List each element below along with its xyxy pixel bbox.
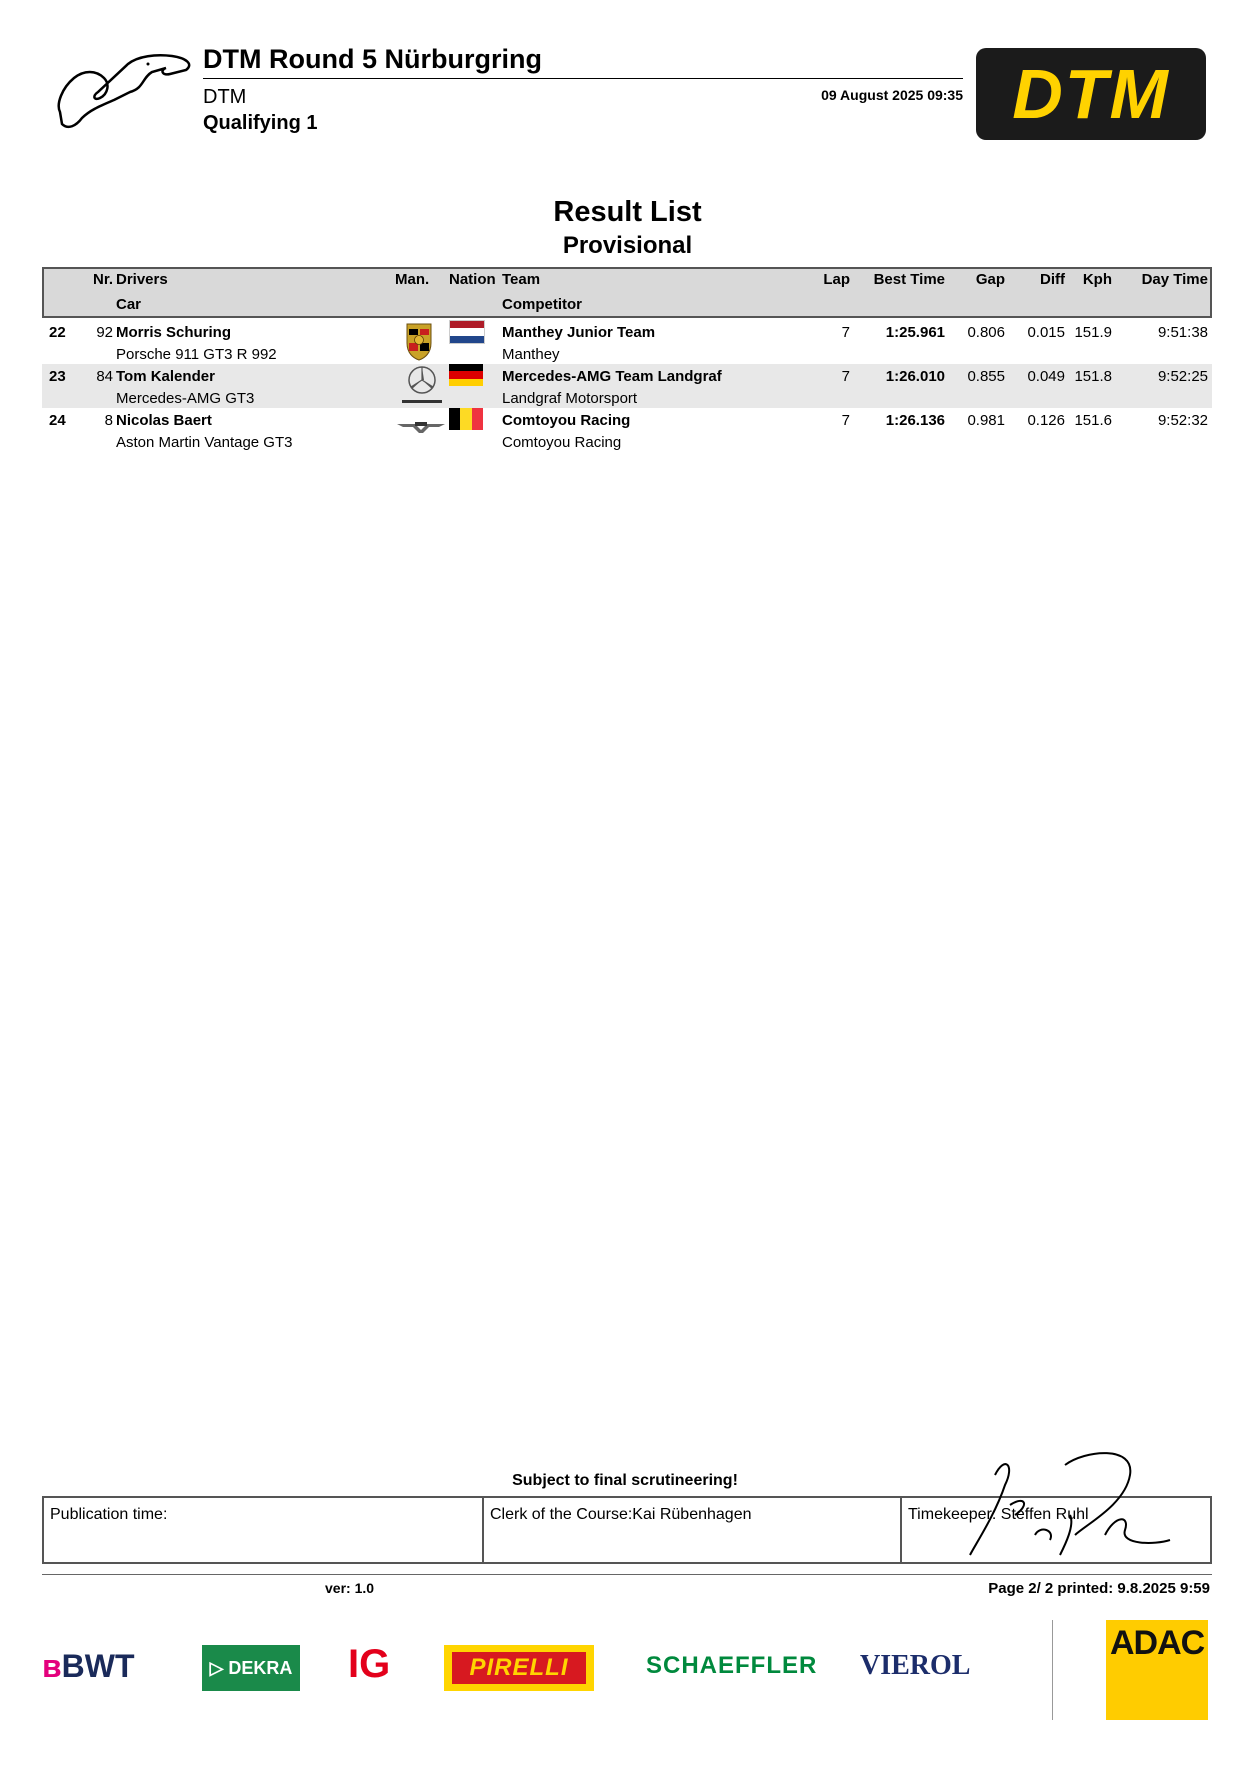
row-driver: Tom Kalender bbox=[116, 368, 215, 385]
sponsor-vierol-logo bbox=[860, 1650, 970, 1682]
col-header-diff: Diff bbox=[1040, 271, 1065, 288]
sponsor-schaeffler-text: SCHAEFFLER bbox=[646, 1652, 818, 1679]
report-datetime: 09 August 2025 09:35 bbox=[821, 87, 963, 103]
row-day-time: 9:52:25 bbox=[1157, 368, 1208, 385]
row-day-time: 9:52:32 bbox=[1157, 412, 1208, 429]
col-header-lap: Lap bbox=[823, 271, 850, 288]
col-header-gap: Gap bbox=[975, 271, 1005, 288]
flag-germany-icon bbox=[449, 364, 483, 386]
row-gap: 0.981 bbox=[967, 412, 1005, 429]
col-header-drivers: Drivers bbox=[116, 271, 168, 288]
row-laps: 7 bbox=[841, 368, 850, 385]
row-team: Manthey Junior Team bbox=[502, 324, 656, 341]
sponsor-vierol-text: VIEROL bbox=[860, 1650, 971, 1681]
flag-belgium-icon bbox=[449, 408, 483, 430]
sponsor-dekra-text: DEKRA bbox=[228, 1658, 293, 1678]
row-laps: 7 bbox=[841, 324, 850, 341]
row-team: Mercedes-AMG Team Landgraf bbox=[502, 368, 722, 385]
sponsor-adac-logo bbox=[1106, 1620, 1208, 1720]
dekra-arrow-icon: ▷ bbox=[209, 1658, 224, 1678]
row-driver: Nicolas Baert bbox=[116, 412, 212, 429]
row-day-time: 9:51:38 bbox=[1157, 324, 1208, 341]
row-car-number: 8 bbox=[104, 412, 113, 429]
row-kph: 151.8 bbox=[1074, 368, 1112, 385]
row-gap: 0.806 bbox=[967, 324, 1005, 341]
row-competitor: Comtoyou Racing bbox=[502, 434, 622, 451]
col-header-competitor: Competitor bbox=[502, 296, 582, 313]
row-laps: 7 bbox=[841, 412, 850, 429]
clerk-cell bbox=[484, 1498, 902, 1562]
sponsor-bwt-text: BWT bbox=[61, 1648, 135, 1684]
publication-time-label: Publication time: bbox=[50, 1506, 168, 1523]
flag-netherlands-icon bbox=[449, 320, 485, 344]
sponsor-schaeffler-logo bbox=[646, 1652, 817, 1680]
timekeeper-signature bbox=[955, 1445, 1185, 1565]
row-best-time: 1:26.010 bbox=[885, 368, 945, 385]
row-team: Comtoyou Racing bbox=[502, 412, 631, 429]
sponsor-pirelli-logo bbox=[444, 1645, 594, 1691]
document-title: Result List bbox=[553, 196, 702, 228]
publication-time-cell bbox=[44, 1498, 484, 1562]
col-header-day-time: Day Time bbox=[1141, 271, 1208, 288]
sponsor-ig-logo bbox=[348, 1642, 390, 1687]
col-header-team: Team bbox=[502, 271, 541, 288]
series-name: DTM bbox=[203, 86, 247, 108]
porsche-crest-icon bbox=[405, 321, 433, 361]
row-competitor: Manthey bbox=[502, 346, 560, 363]
bwt-mark-icon: ʙ bbox=[42, 1648, 62, 1684]
row-driver: Morris Schuring bbox=[116, 324, 232, 341]
document-status: Provisional bbox=[562, 232, 693, 259]
aston-martin-wings-icon bbox=[395, 418, 447, 438]
footer-divider bbox=[42, 1574, 1212, 1575]
sponsor-pirelli-text: PIRELLI bbox=[452, 1652, 586, 1684]
col-header-kph: Kph bbox=[1082, 271, 1112, 288]
row-competitor: Landgraf Motorsport bbox=[502, 390, 638, 407]
row-diff: 0.049 bbox=[1027, 368, 1065, 385]
row-position: 24 bbox=[49, 412, 66, 429]
row-car-number: 84 bbox=[96, 368, 113, 385]
row-position: 22 bbox=[49, 324, 66, 341]
col-header-best-time: Best Time bbox=[873, 271, 945, 288]
row-kph: 151.6 bbox=[1074, 412, 1112, 429]
col-header-nation: Nation bbox=[449, 271, 496, 288]
row-car: Aston Martin Vantage GT3 bbox=[116, 434, 293, 451]
col-header-car: Car bbox=[116, 296, 142, 313]
sponsor-bwt-logo bbox=[42, 1648, 135, 1685]
col-header-man: Man. bbox=[395, 271, 430, 288]
col-header-nr: Nr. bbox=[93, 271, 114, 288]
dtm-logo-text: DTM bbox=[1012, 55, 1170, 133]
row-car: Mercedes-AMG GT3 bbox=[116, 390, 255, 407]
header-divider bbox=[203, 78, 963, 79]
row-position: 23 bbox=[49, 368, 66, 385]
sponsor-adac-text: ADAC bbox=[1110, 1624, 1205, 1662]
row-best-time: 1:26.136 bbox=[885, 412, 945, 429]
row-diff: 0.015 bbox=[1027, 324, 1065, 341]
timekeeper-label: Timekeeper: Steffen Ruhl bbox=[908, 1506, 1089, 1523]
printed-label: Page 2/ 2 printed: 9.8.2025 9:59 bbox=[988, 1580, 1210, 1597]
row-gap: 0.855 bbox=[967, 368, 1005, 385]
row-best-time: 1:25.961 bbox=[885, 324, 945, 341]
row-diff: 0.126 bbox=[1027, 412, 1065, 429]
mercedes-amg-star-icon bbox=[400, 364, 444, 406]
sponsor-dekra-logo bbox=[202, 1645, 300, 1691]
row-kph: 151.9 bbox=[1074, 324, 1112, 341]
event-title: DTM Round 5 Nürburgring bbox=[203, 44, 542, 74]
sponsor-ig-text: IG bbox=[348, 1642, 391, 1686]
row-car-number: 92 bbox=[96, 324, 113, 341]
session-name: Qualifying 1 bbox=[203, 112, 318, 134]
sponsor-divider bbox=[1052, 1620, 1053, 1720]
version-label: ver: 1.0 bbox=[325, 1580, 375, 1596]
scrutineering-note: Subject to final scrutineering! bbox=[512, 1472, 738, 1489]
nurburgring-track-map-icon bbox=[52, 48, 202, 132]
clerk-label: Clerk of the Course:Kai Rübenhagen bbox=[490, 1506, 752, 1523]
row-car: Porsche 911 GT3 R 992 bbox=[116, 346, 277, 363]
